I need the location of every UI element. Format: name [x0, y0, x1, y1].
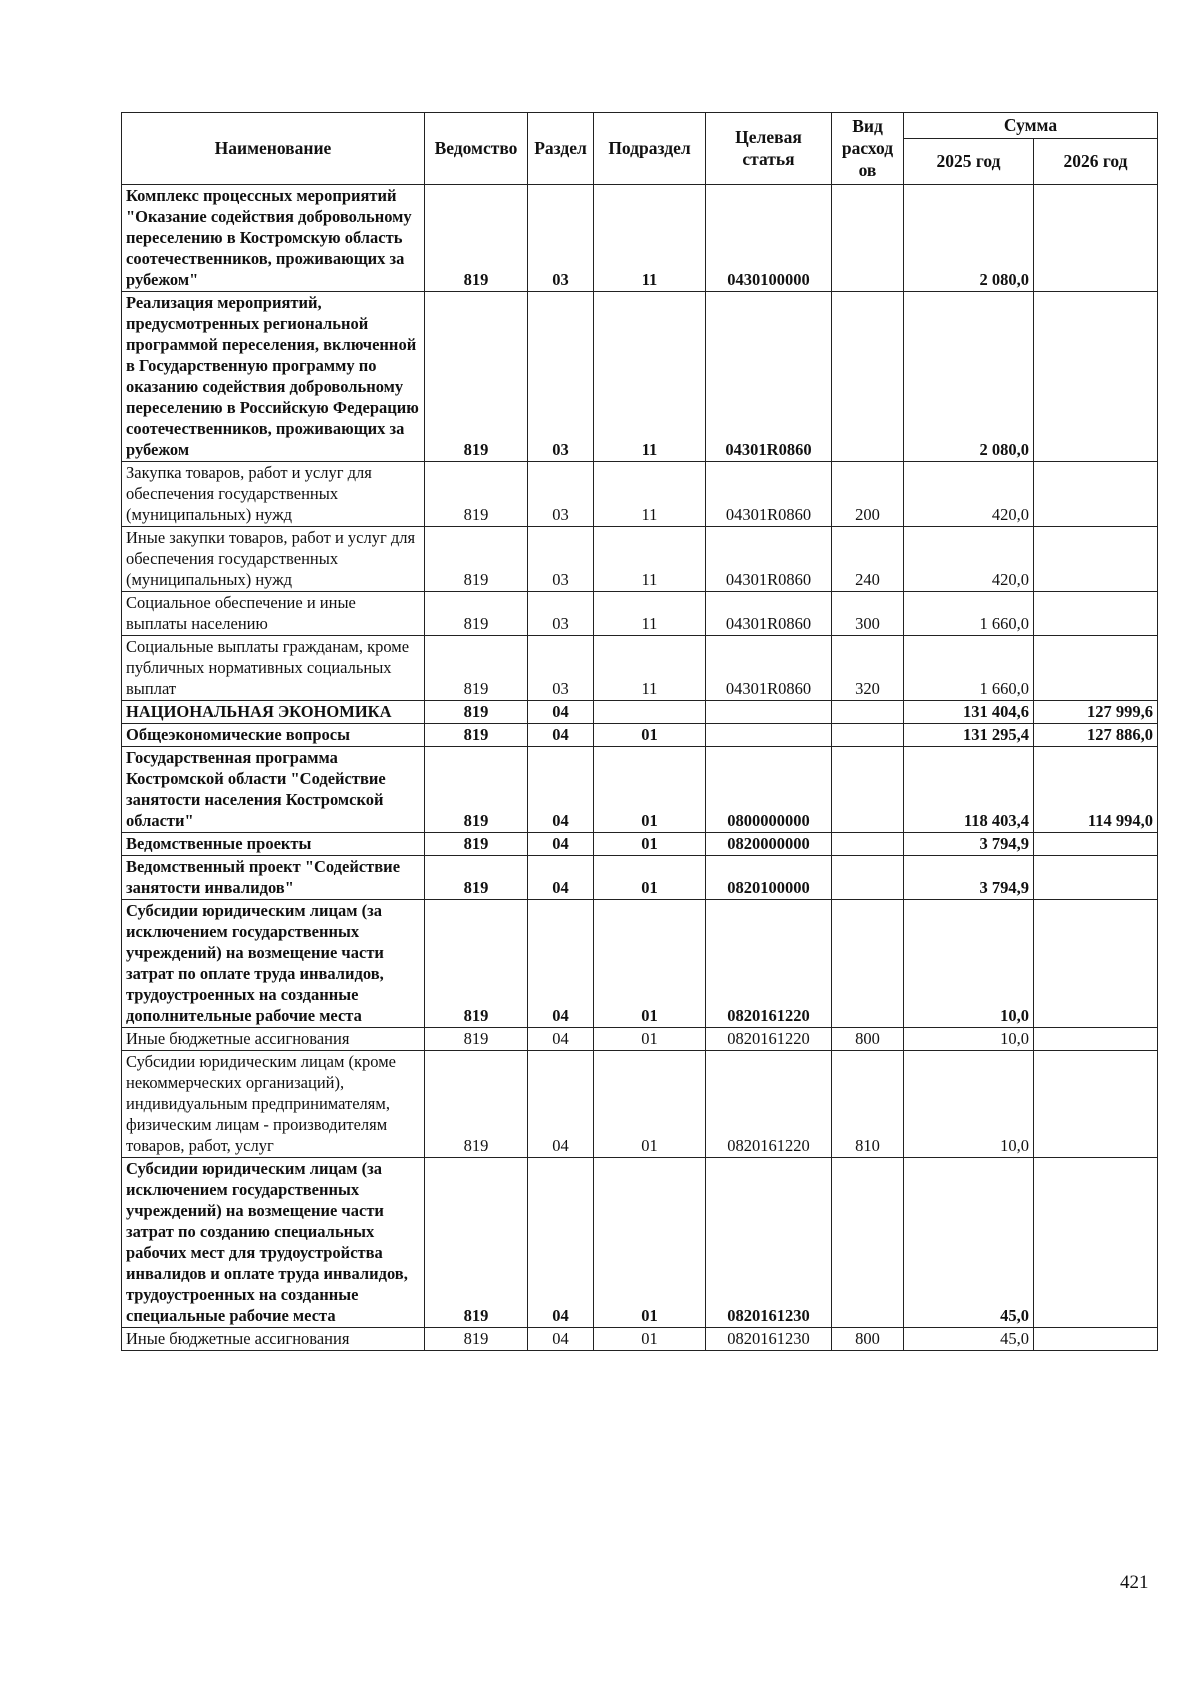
cell-sum-2026: 127 999,6: [1034, 701, 1158, 724]
table-row: [122, 1158, 1158, 1328]
cell-name: Общеэкономические вопросы: [122, 724, 425, 747]
cell-vedomstvo: 819: [425, 185, 528, 292]
cell-podrazdel: 01: [594, 724, 706, 747]
cell-sum-2026: [1034, 1158, 1158, 1328]
cell-vid-rashodov: [832, 701, 904, 724]
cell-vid-rashodov: [832, 724, 904, 747]
cell-vedomstvo: 819: [425, 833, 528, 856]
cell-sum-2025: 131 404,6: [904, 701, 1034, 724]
cell-name: Закупка товаров, работ и услуг для обеспечения государственных (муниципальных) нужд: [122, 462, 425, 527]
cell-vid-rashodov: 240: [832, 527, 904, 592]
cell-name: Иные закупки товаров, работ и услуг для обеспечения государственных (муниципальных) нужд: [122, 527, 425, 592]
cell-vid-rashodov: 300: [832, 592, 904, 636]
cell-sum-2026: [1034, 636, 1158, 701]
cell-name: Субсидии юридическим лицам (за исключением государственных учреждений) на возмещение части затрат по оплате труда инвалидов, трудоустроенных на созданные дополнительные рабочие места: [122, 900, 425, 1028]
cell-vedomstvo: 819: [425, 1051, 528, 1158]
cell-name: Ведомственный проект "Содействие занятости инвалидов": [122, 856, 425, 900]
cell-celevaya-statya: 04301R0860: [706, 292, 832, 462]
cell-vid-rashodov: 800: [832, 1028, 904, 1051]
cell-sum-2025: 420,0: [904, 462, 1034, 527]
cell-name: Иные бюджетные ассигнования: [122, 1328, 425, 1351]
cell-sum-2026: [1034, 1051, 1158, 1158]
cell-celevaya-statya: [706, 701, 832, 724]
cell-sum-2026: [1034, 185, 1158, 292]
cell-vid-rashodov: [832, 185, 904, 292]
table-row: [122, 527, 1158, 592]
cell-podrazdel: 11: [594, 527, 706, 592]
cell-vid-rashodov: [832, 833, 904, 856]
cell-vedomstvo: 819: [425, 1328, 528, 1351]
cell-celevaya-statya: 0430100000: [706, 185, 832, 292]
table-row: [122, 592, 1158, 636]
cell-vedomstvo: 819: [425, 636, 528, 701]
cell-razdel: 04: [528, 1051, 594, 1158]
cell-vid-rashodov: [832, 1158, 904, 1328]
cell-name: Субсидии юридическим лицам (за исключением государственных учреждений) на возмещение части затрат по созданию специальных рабочих мест для трудоустройства инвалидов и оплате труда инвалидов, трудоустроенных на созданные специальные рабочие места: [122, 1158, 425, 1328]
cell-podrazdel: 01: [594, 856, 706, 900]
cell-sum-2025: 2 080,0: [904, 292, 1034, 462]
cell-vedomstvo: 819: [425, 592, 528, 636]
cell-sum-2025: 10,0: [904, 900, 1034, 1028]
cell-vedomstvo: 819: [425, 724, 528, 747]
cell-vid-rashodov: [832, 900, 904, 1028]
cell-sum-2025: 420,0: [904, 527, 1034, 592]
table-row: [122, 833, 1158, 856]
table-row: [122, 462, 1158, 527]
cell-sum-2026: [1034, 1328, 1158, 1351]
cell-name: Субсидии юридическим лицам (кроме некоммерческих организаций), индивидуальным предпринимателям, физическим лицам - производителям товаров, работ, услуг: [122, 1051, 425, 1158]
cell-sum-2026: [1034, 527, 1158, 592]
cell-sum-2026: [1034, 1028, 1158, 1051]
cell-vedomstvo: 819: [425, 527, 528, 592]
cell-podrazdel: 01: [594, 747, 706, 833]
cell-sum-2025: 118 403,4: [904, 747, 1034, 833]
cell-sum-2026: [1034, 856, 1158, 900]
header-2026: 2026 год: [1034, 139, 1158, 185]
cell-razdel: 03: [528, 292, 594, 462]
budget-table: [121, 112, 1158, 1351]
cell-vedomstvo: 819: [425, 701, 528, 724]
cell-razdel: 03: [528, 527, 594, 592]
cell-sum-2025: 2 080,0: [904, 185, 1034, 292]
cell-podrazdel: 01: [594, 1051, 706, 1158]
table-row: [122, 900, 1158, 1028]
cell-podrazdel: 01: [594, 1328, 706, 1351]
cell-sum-2026: [1034, 900, 1158, 1028]
header-vid: Вид расход ов: [832, 113, 904, 185]
cell-podrazdel: [594, 701, 706, 724]
cell-razdel: 03: [528, 636, 594, 701]
cell-celevaya-statya: 04301R0860: [706, 592, 832, 636]
header-vedomstvo: Ведомство: [425, 113, 528, 185]
cell-razdel: 04: [528, 856, 594, 900]
table-body: [122, 185, 1158, 1351]
cell-name: Социальное обеспечение и иные выплаты населению: [122, 592, 425, 636]
cell-sum-2025: 3 794,9: [904, 833, 1034, 856]
cell-sum-2026: [1034, 462, 1158, 527]
cell-vedomstvo: 819: [425, 856, 528, 900]
table-row: [122, 185, 1158, 292]
cell-sum-2025: 45,0: [904, 1328, 1034, 1351]
cell-vid-rashodov: 320: [832, 636, 904, 701]
cell-vedomstvo: 819: [425, 1028, 528, 1051]
cell-name: НАЦИОНАЛЬНАЯ ЭКОНОМИКА: [122, 701, 425, 724]
cell-podrazdel: 01: [594, 1028, 706, 1051]
cell-podrazdel: 01: [594, 900, 706, 1028]
header-podrazdel: Подраздел: [594, 113, 706, 185]
cell-podrazdel: 11: [594, 462, 706, 527]
cell-celevaya-statya: 0820161230: [706, 1328, 832, 1351]
cell-celevaya-statya: [706, 724, 832, 747]
cell-vid-rashodov: 800: [832, 1328, 904, 1351]
cell-podrazdel: 01: [594, 833, 706, 856]
cell-name: Ведомственные проекты: [122, 833, 425, 856]
cell-sum-2025: 1 660,0: [904, 636, 1034, 701]
cell-razdel: 04: [528, 724, 594, 747]
cell-razdel: 03: [528, 185, 594, 292]
cell-razdel: 04: [528, 701, 594, 724]
cell-celevaya-statya: 0820000000: [706, 833, 832, 856]
table-row: [122, 701, 1158, 724]
cell-razdel: 04: [528, 833, 594, 856]
header-razdel: Раздел: [528, 113, 594, 185]
cell-sum-2026: 127 886,0: [1034, 724, 1158, 747]
table-row: [122, 1028, 1158, 1051]
cell-vid-rashodov: [832, 747, 904, 833]
cell-podrazdel: 11: [594, 592, 706, 636]
cell-name: Реализация мероприятий, предусмотренных региональной программой переселения, включенной в Государственную программу по оказанию содействия добровольному переселению в Российскую Федерацию соотечественников, проживающих за рубежом: [122, 292, 425, 462]
cell-razdel: 04: [528, 1328, 594, 1351]
cell-vid-rashodov: 810: [832, 1051, 904, 1158]
cell-podrazdel: 11: [594, 185, 706, 292]
page-number: 421: [1120, 1572, 1149, 1593]
cell-podrazdel: 11: [594, 636, 706, 701]
table-row: [122, 1328, 1158, 1351]
cell-razdel: 03: [528, 592, 594, 636]
cell-sum-2025: 45,0: [904, 1158, 1034, 1328]
cell-celevaya-statya: 0820161220: [706, 1028, 832, 1051]
cell-vid-rashodov: 200: [832, 462, 904, 527]
cell-celevaya-statya: 0820161230: [706, 1158, 832, 1328]
cell-sum-2026: [1034, 833, 1158, 856]
cell-razdel: 04: [528, 1158, 594, 1328]
cell-razdel: 04: [528, 1028, 594, 1051]
cell-name: Иные бюджетные ассигнования: [122, 1028, 425, 1051]
table-row: [122, 747, 1158, 833]
cell-sum-2025: 3 794,9: [904, 856, 1034, 900]
cell-vedomstvo: 819: [425, 747, 528, 833]
cell-sum-2026: 114 994,0: [1034, 747, 1158, 833]
table-row: [122, 724, 1158, 747]
table-row: [122, 292, 1158, 462]
header-2025: 2025 год: [904, 139, 1034, 185]
table-row: [122, 1051, 1158, 1158]
header-summa: Сумма: [904, 113, 1158, 139]
cell-sum-2025: 131 295,4: [904, 724, 1034, 747]
cell-razdel: 04: [528, 747, 594, 833]
cell-podrazdel: 01: [594, 1158, 706, 1328]
cell-vedomstvo: 819: [425, 1158, 528, 1328]
header-celevaya: Целевая статья: [706, 113, 832, 185]
cell-vedomstvo: 819: [425, 462, 528, 527]
cell-sum-2026: [1034, 592, 1158, 636]
cell-razdel: 04: [528, 900, 594, 1028]
cell-vid-rashodov: [832, 856, 904, 900]
cell-sum-2025: 10,0: [904, 1028, 1034, 1051]
cell-celevaya-statya: 04301R0860: [706, 636, 832, 701]
table-row: [122, 856, 1158, 900]
cell-celevaya-statya: 0820161220: [706, 1051, 832, 1158]
cell-name: Комплекс процессных мероприятий "Оказание содействия добровольному переселению в Костромскую область соотечественников, проживающих за рубежом": [122, 185, 425, 292]
cell-vid-rashodov: [832, 292, 904, 462]
cell-sum-2025: 10,0: [904, 1051, 1034, 1158]
cell-celevaya-statya: 0820161220: [706, 900, 832, 1028]
cell-celevaya-statya: 04301R0860: [706, 527, 832, 592]
cell-celevaya-statya: 0820100000: [706, 856, 832, 900]
cell-vedomstvo: 819: [425, 292, 528, 462]
cell-vedomstvo: 819: [425, 900, 528, 1028]
cell-podrazdel: 11: [594, 292, 706, 462]
cell-sum-2025: 1 660,0: [904, 592, 1034, 636]
table-row: [122, 636, 1158, 701]
header-name: Наименование: [122, 113, 425, 185]
cell-razdel: 03: [528, 462, 594, 527]
cell-name: Государственная программа Костромской области "Содействие занятости населения Костромской области": [122, 747, 425, 833]
cell-celevaya-statya: 04301R0860: [706, 462, 832, 527]
cell-name: Социальные выплаты гражданам, кроме публичных нормативных социальных выплат: [122, 636, 425, 701]
cell-sum-2026: [1034, 292, 1158, 462]
cell-celevaya-statya: 0800000000: [706, 747, 832, 833]
